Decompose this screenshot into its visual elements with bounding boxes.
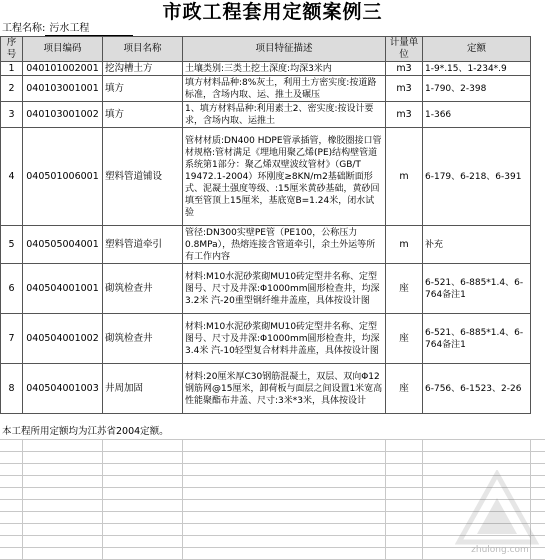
row-name: 挖沟槽土方 <box>103 62 183 76</box>
row-name: 塑料管道牵引 <box>103 226 183 264</box>
table-row <box>1 314 531 364</box>
row-desc: 1、填方材料品种:利用素土2、密实度:按设计要求，含场内取、运推土 <box>183 102 386 128</box>
grid-line <box>0 451 545 452</box>
row-unit: m3 <box>386 76 423 102</box>
row-unit: m <box>386 226 423 264</box>
row-desc: 填方材料品种:8%灰土，利用土方密实度:按道路标准，含场内取、运、推土及碾压 <box>183 76 386 102</box>
grid-line <box>102 439 103 560</box>
row-unit: m3 <box>386 102 423 128</box>
row-code: 040504001001 <box>23 264 103 314</box>
row-name: 井周加固 <box>103 364 183 414</box>
row-name: 砌筑检查井 <box>103 264 183 314</box>
col-header-name: 项目名称 <box>103 37 183 62</box>
table-row <box>1 102 531 128</box>
grid-line <box>422 439 423 560</box>
row-no: 3 <box>1 102 23 128</box>
row-name: 砌筑检查井 <box>103 314 183 364</box>
row-no: 2 <box>1 76 23 102</box>
row-name: 填方 <box>103 76 183 102</box>
col-header-no: 序号 <box>1 37 23 62</box>
row-no: 8 <box>1 364 23 414</box>
col-header-desc: 项目特征描述 <box>183 37 386 62</box>
row-code: 040103001001 <box>23 76 103 102</box>
row-quota: 1-9*.15、1-234*.9 <box>423 62 531 76</box>
row-unit: m3 <box>386 62 423 76</box>
row-code: 040101002001 <box>23 62 103 76</box>
project-name-line <box>2 23 133 36</box>
row-no: 7 <box>1 314 23 364</box>
row-unit: 座 <box>386 264 423 314</box>
row-no: 5 <box>1 226 23 264</box>
row-no: 1 <box>1 62 23 76</box>
row-desc: 材料:M10水泥砂浆砌MU10砖定型井名称、定型图号、尺寸及井深:Φ1000mm圆形检查井，均深3.4米 汽-10轻型复合材料井盖座，具体按设计图 <box>183 314 386 364</box>
row-desc: 管材材质:DN400 HDPE管承插管，橡胶圈接口管材规格:管材满足《埋地用聚乙烯(PE)结构壁管道系统第1部分：聚乙烯双壁波纹管材》（GB/T 19472.1-2004）环刚度≥8KN/m2基础断面形式、泥凝土强度等级、:15厘米黄砂基础，黄砂回填至管顶上15厘米，基底宽B=1.24米，闭水试验 <box>183 128 386 226</box>
table-row <box>1 226 531 264</box>
row-code: 040501006001 <box>23 128 103 226</box>
row-desc: 材料:20厘米厚C30钢筋混凝土，双层、双向Φ12钢筋网@15厘米，卸荷板与面层之间设置1米宽高性能聚酯布井盖、尺寸:3米*3米，具体按设计 <box>183 364 386 414</box>
row-unit: m <box>386 128 423 226</box>
row-desc: 土壤类别:三类土挖土深度:均深3米内 <box>183 62 386 76</box>
row-unit: 座 <box>386 314 423 364</box>
row-name: 填方 <box>103 102 183 128</box>
col-header-code: 项目编码 <box>23 37 103 62</box>
row-code: 040103001002 <box>23 102 103 128</box>
row-no: 4 <box>1 128 23 226</box>
page-title: 市政工程套用定额案例三 <box>162 1 383 23</box>
row-code: 040504001002 <box>23 314 103 364</box>
grid-line <box>182 439 183 560</box>
row-quota: 6-756、6-1523、2-26 <box>423 364 531 414</box>
row-quota: 补充 <box>423 226 531 264</box>
row-unit: 座 <box>386 364 423 414</box>
row-quota: 1-366 <box>423 102 531 128</box>
row-quota: 1-790、2-398 <box>423 76 531 102</box>
row-code: 040504001003 <box>23 364 103 414</box>
col-header-unit: 计量单位 <box>386 37 423 62</box>
grid-line <box>0 463 545 464</box>
table-row <box>1 62 531 76</box>
table-row <box>1 264 531 314</box>
row-no: 6 <box>1 264 23 314</box>
watermark-logo <box>455 470 540 550</box>
row-quota: 6-179、6-218、6-391 <box>423 128 531 226</box>
grid-line <box>0 439 545 440</box>
grid-line <box>385 439 386 560</box>
row-code: 040505004001 <box>23 226 103 264</box>
watermark-text: zhulong.com <box>471 545 529 555</box>
table-row <box>1 76 531 102</box>
quota-table <box>0 36 531 414</box>
row-desc: 材料:M10水泥砂浆砌MU10砖定型井名称、定型图号、尺寸及井深:Φ1000mm圆形检查井，均深3.2米 汽-20重型钢纤维井盖座，具体按设计图 <box>183 264 386 314</box>
project-name: 污水工程 <box>45 23 133 36</box>
row-quota: 6-521、6-885*1.4、6-764备注1 <box>423 264 531 314</box>
table-row <box>1 364 531 414</box>
project-label: 工程名称: <box>2 23 46 34</box>
col-header-quota: 定额 <box>423 37 531 62</box>
table-row <box>1 128 531 226</box>
footnote: 本工程所用定额均为江苏省2004定额。 <box>2 426 169 437</box>
row-desc: 管径:DN300实壁PE管（PE100，公称压力0.8MPa），热熔连接含管道牵引，余土外运等所有工作内容 <box>183 226 386 264</box>
table-header-row <box>1 37 531 62</box>
grid-line <box>22 439 23 560</box>
row-quota: 6-521、6-885*1.4、6-764备注1 <box>423 314 531 364</box>
row-name: 塑料管道铺设 <box>103 128 183 226</box>
